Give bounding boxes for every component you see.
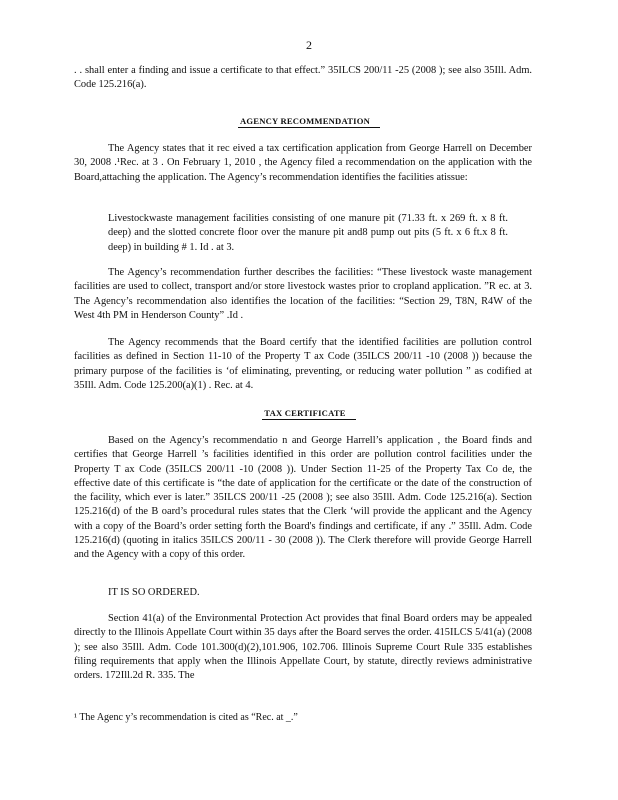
footnote-rule — [74, 708, 214, 709]
agency-statement-paragraph: The Agency states that it rec eived a tax certification application from George Harrell on December 30, 2008 .¹Rec. at 3 . On February 1, 2010 , the Agency filed a recommendation on the application with the Board,attaching the application. The Agency’s recommendation identifies the facilities atissue: — [74, 143, 532, 183]
heading-text: AGENCY RECOMMENDATION — [238, 116, 380, 128]
footnote: ¹ The Agenc y’s recommendation is cited as “Rec. at _.” — [74, 712, 298, 723]
so-ordered-line: IT IS SO ORDERED. — [108, 587, 200, 598]
board-findings-paragraph: Based on the Agency’s recommendatio n and George Harrell’s application , the Board finds and certifies that George Harrell ’s facilities identified in this order are pollution control facilities under the Property T ax Code (35ILCS 200/11 -10 (2008 )). Under Section 11-25 of the Property Tax Co de, the effective date of this certificate is “the date of application for the certificate or the date of the construction of the facility, which ever is later.” 35ILCS 200/11 -25 (2008 ); see also 35Ill. Adm. Code 125.216(a). Section 125.216(d) of the B oard’s procedural rules states that the Clerk ‘will provide the applicant and the Agency with a copy of the Board’s order setting forth the Board's findings and certificate, if any .” 35Ill. Adm. Code 125.216(d) (quoting in italics 35ILCS 200/11 - 30 (2008 )). The Clerk therefore will provide George Harrell and the Agency with a copy of this order. — [74, 435, 532, 561]
appeal-rights-paragraph: Section 41(a) of the Environmental Protection Act provides that final Board orders may be appealed directly to the Illinois Appellate Court within 35 days after the Board serves the order. 415ILCS 5/41(a) (2008 ); see also 35Ill. Adm. Code 101.300(d)(2),101.906, 102.706. Illinois Supreme Court Rule 335 establishes filing requirements that apply when the Illinois Appellate Court, by statute, directly reviews administrative orders. 172Ill.2d R. 335. The — [74, 613, 532, 682]
intro-paragraph: . . shall enter a finding and issue a certificate to that effect.” 35ILCS 200/11 -25 (2008 ); see also 35Ill. Adm. Code 125.216(a). — [74, 65, 532, 91]
tax-certificate-heading — [0, 408, 618, 420]
agency-recommends-paragraph: The Agency recommends that the Board certify that the identified facilities are pollution control facilities as defined in Section 11-10 of the Property T ax Code (35ILCS 200/11 -10 (2008 )) because the primary purpose of the facilities is ‘of eliminating, preventing, or reducing water pollution ” as codified at 35Ill. Adm. Code 125.200(a)(1) . Rec. at 4. — [74, 337, 532, 391]
facility-quote-block: Livestockwaste management facilities consisting of one manure pit (71.33 ft. x 269 ft. x 8 ft. deep) and the slotted concrete floor over the manure pit and8 pump out pits (5 ft. x 6 ft.x 8 ft. deep) in building # 1. Id . at 3. — [108, 213, 508, 253]
heading-text: TAX CERTIFICATE — [262, 408, 355, 420]
page-number: 2 — [306, 38, 312, 52]
facility-description-paragraph: The Agency’s recommendation further describes the facilities: “These livestock waste management facilities are used to collect, transport and/or store livestock wastes prior to cropland application. ”R ec. at 3. The Agency’s recommendation also identifies the location of the facilities: “Section 29, T8N, R4W of the West 4th PM in Henderson County” .Id . — [74, 267, 532, 321]
agency-recommendation-heading — [0, 116, 618, 128]
